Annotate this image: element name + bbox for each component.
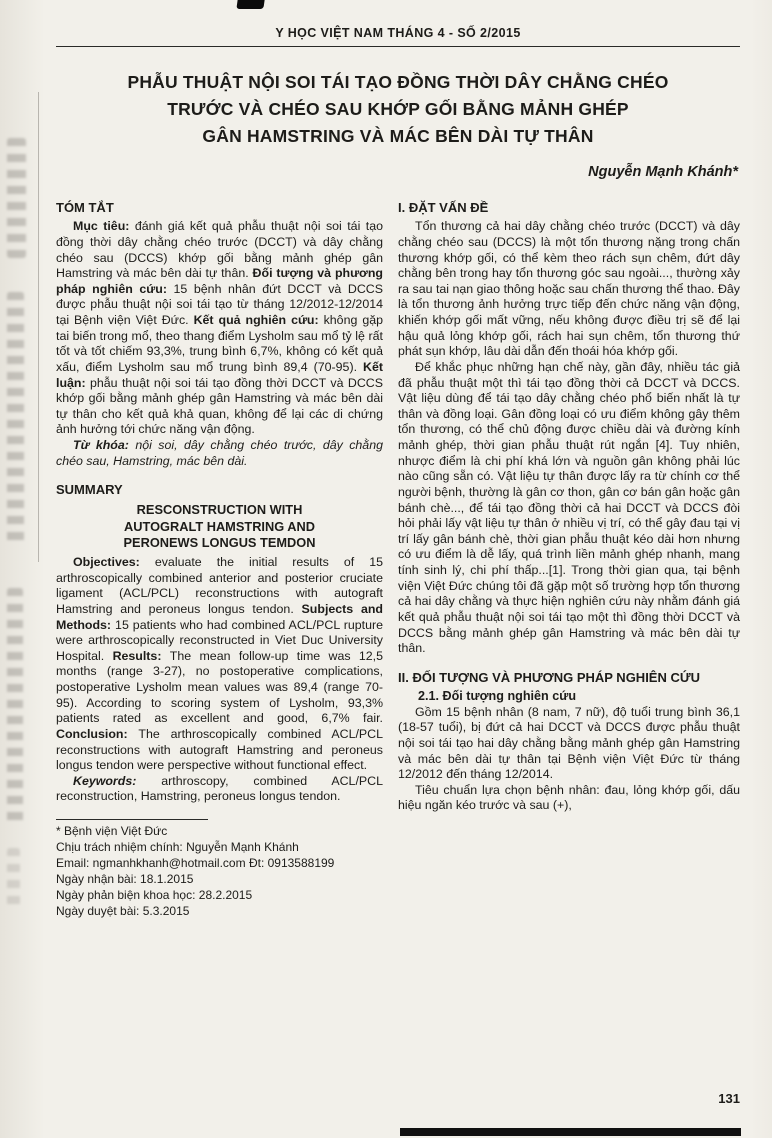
footnote-corresponding-author: Chịu trách nhiệm chính: Nguyễn Mạnh Khánh (56, 839, 299, 854)
footnote-contact: Email: ngmanhkhanh@hotmail.com Đt: 0913588199 (56, 855, 335, 870)
footnote-block (56, 819, 383, 920)
summary-keywords: Keywords: arthroscopy, combined ACL/PCL reconstruction, Hamstring, peroneus longus tendon. (56, 773, 383, 804)
bleed-smudge (7, 292, 24, 542)
footnote-review-date: Ngày phản biện khoa học: 28.2.2015 (56, 887, 253, 902)
summary-title-line-1: RESCONSTRUCTION WITH (136, 502, 303, 518)
journal-header: Y HỌC VIỆT NAM THÁNG 4 - SỐ 2/2015 (275, 26, 521, 40)
section-2-heading: II. ĐỐI TƯỢNG VÀ PHƯƠNG PHÁP NGHIÊN CỨU (398, 669, 701, 685)
abstract-keywords: Từ khóa: nội soi, dây chằng chéo trước, dây chằng chéo sau, Hamstring, mác bên dài. (56, 438, 383, 468)
section-2-1-subheading: 2.1. Đối tượng nghiên cứu (418, 688, 577, 703)
summary-body: Objectives: evaluate the initial results of 15 arthroscopically combined anterior and posterior cruciate ligament (ACL/PCL) reconstructions with autograft Hamstring and peroneus longus tendon. Subjects and Methods: 15 patients who had combined ACL/PCL rupture were arthroscopically reconstructed in Viet Duc University Hospital. Results: The mean follow-up time was 12,5 months (range 3-27), no postoperative complications, postoperative Lysholm mean values was 89,4 (range 70-95). According to scoring system of Lysholm, 93,3% patients rated as excellent and good, 6,7% fair. Conclusion: The arthroscopically combined ACL/PCL reconstructions with autograft Hamstring and peroneus longus tendon were perspective without functional effect. (56, 555, 384, 773)
two-column-layout (56, 200, 740, 919)
section-1-paragraph-2: Để khắc phục những hạn chế này, gần đây, nhiều tác giả đã phẫu thuật một thì tái tạo đồng thời cả DCCT và DCCS. Vật liệu dùng để tái tạo dây chằng chéo phổ biến nhất là tự thân và đồng loại. Gân đồng loại có ưu điểm không gây thêm tổn thương, có thể chủ động được chiều dài và đường kính mảnh ghép, thời gian phẫu thuật rút ngắn [4]. Tuy nhiên, nhược điểm là chi phí khá lớn và nguồn gân không phải lúc nào cũng sẵn có. Vật liệu tự thân được lấy ra từ chính cơ thể người bệnh, thường là gân cơ thon, gân cơ bán gân hoặc gân bánh chè..., để tái tạo đồng thời cả hai DCCT và DCCS đòi hỏi phải lấy vật liệu tự thân ở nhiều vị trí, có thể gây đau tại vị trí lấy gân bánh chè, thời gian phẫu thuật kéo dài hơn nhưng có ưu điểm là dễ lấy, quá trình liền mảnh ghép nhanh, mang tính sinh lý, chi phí thấp...[1]. Trong thời gian qua, tại bệnh viện Việt Đức chúng tôi đã gặp một số trường hợp tổn thương cả hai dây chằng và thực hiện nghiên cứu này nhằm đánh giá kết quả phẫu thuật nội soi tái tạo một thì đồng thời DCCT và DCCS bằng mảnh ghép gân Hamstring và mác bên dài tự thân. (398, 359, 740, 656)
left-column (56, 200, 383, 919)
scan-artifact-top-mark (236, 0, 264, 9)
section-2-paragraph-1: Gồm 15 bệnh nhân (8 nam, 7 nữ), độ tuổi trung bình 36,1 (18-57 tuổi), bị đứt cả hai DCCT và DCCS được phẫu thuật nội soi tái tạo hai dây chằng bằng mảnh ghép gân Hamstring và mác bên dài tự thân tại Bệnh viện Việt Đức từ tháng 12/2012 đến tháng 12/2014. (398, 704, 740, 782)
bleed-through-artifact (5, 0, 31, 1138)
article-author: Nguyễn Mạnh Khánh* (588, 164, 738, 181)
footnote-accepted-date: Ngày duyệt bài: 5.3.2015 (56, 903, 190, 918)
section-1-heading: I. ĐẶT VẤN ĐỀ (398, 200, 489, 216)
binding-line-artifact (38, 92, 39, 562)
section-1-paragraph-1: Tổn thương cả hai dây chằng chéo trước (DCCT) và dây chằng chéo sau (DCCS) là một tổn thương nặng trong chấn thương khớp gối, có thể kèm theo rách sụn chêm, đứt dây chằng bên trong hay tổn thương góc sau ngoài..., thường xảy ra sau tai nạn giao thông hoặc sau chấn thương thể thao. Đây là tổn thương ảnh hưởng trực tiếp đến chức năng vận động, khiến khớp gối mất vững, nếu không được điều trị sẽ để lại hậu quả lỏng khớp gối, rách hai sụn chêm, tổn thương thứ phát sụn khớp, lâu dài dẫn đến thoái hóa khớp gối. (398, 219, 740, 359)
abstract-body: Mục tiêu: đánh giá kết quả phẫu thuật nội soi tái tạo đồng thời dây chằng chéo trước (DCCT) và dây chằng chéo sau (DCCS) khớp gối bằng mảnh ghép gân Hamstring và mác bên dài tự thân. Đối tượng và phương pháp nghiên cứu: 15 bệnh nhân đứt DCCT và DCCS được phẫu thuật nội soi tái tạo từ tháng 12/2012-12/2014 tại Bệnh viện Việt Đức. Kết quả nghiên cứu: không gặp tai biến trong mổ, theo thang điểm Lysholm sau mổ tỷ lệ rất tốt và tốt chiếm 93,3%, trung bình 6,7%, không có kết quả xấu, điểm Lysholm sau mổ trung bình 89,4 (70-95). Kết luận: phẫu thuật nội soi tái tạo đồng thời DCCT và DCCS khớp gối bằng mảnh ghép gân Hamstring và mác bên dài tự thân cho kết quả khả quan, không để lại các di chứng ảnh hưởng tới chức năng vận động. (56, 219, 383, 437)
page-content (56, 26, 740, 920)
article-title (56, 69, 740, 150)
bleed-smudge (7, 138, 26, 258)
scan-artifact-bottom-bar (400, 1128, 741, 1136)
summary-heading: SUMMARY (56, 482, 123, 498)
summary-title-line-2: AUTOGRALT HAMSTRING AND (124, 518, 315, 534)
footnote-affiliation: * Bệnh viện Việt Đức (56, 824, 168, 839)
footnote-received-date: Ngày nhận bài: 18.1.2015 (56, 871, 194, 886)
article-title-line-3: GÂN HAMSTRING VÀ MÁC BÊN DÀI TỰ THÂN (202, 126, 594, 147)
right-column (398, 200, 740, 919)
bleed-smudge (7, 848, 20, 908)
summary-title-line-3: PERONEWS LONGUS TEMDON (123, 535, 316, 551)
bleed-smudge (7, 588, 23, 823)
article-title-line-2: TRƯỚC VÀ CHÉO SAU KHỚP GỐI BẰNG MẢNH GHÉP (167, 99, 629, 120)
footnote-rule (56, 819, 208, 820)
summary-title (56, 502, 383, 552)
header-rule (56, 46, 740, 47)
article-title-line-1: PHẪU THUẬT NỘI SOI TÁI TẠO ĐỒNG THỜI DÂY CHẰNG CHÉO (127, 72, 669, 92)
section-2-paragraph-2: Tiêu chuẩn lựa chọn bệnh nhân: đau, lỏng khớp gối, dấu hiệu ngăn kéo trước và sau (+), (398, 782, 740, 813)
page-number: 131 (718, 1091, 740, 1106)
abstract-heading: TÓM TẮT (56, 200, 114, 216)
